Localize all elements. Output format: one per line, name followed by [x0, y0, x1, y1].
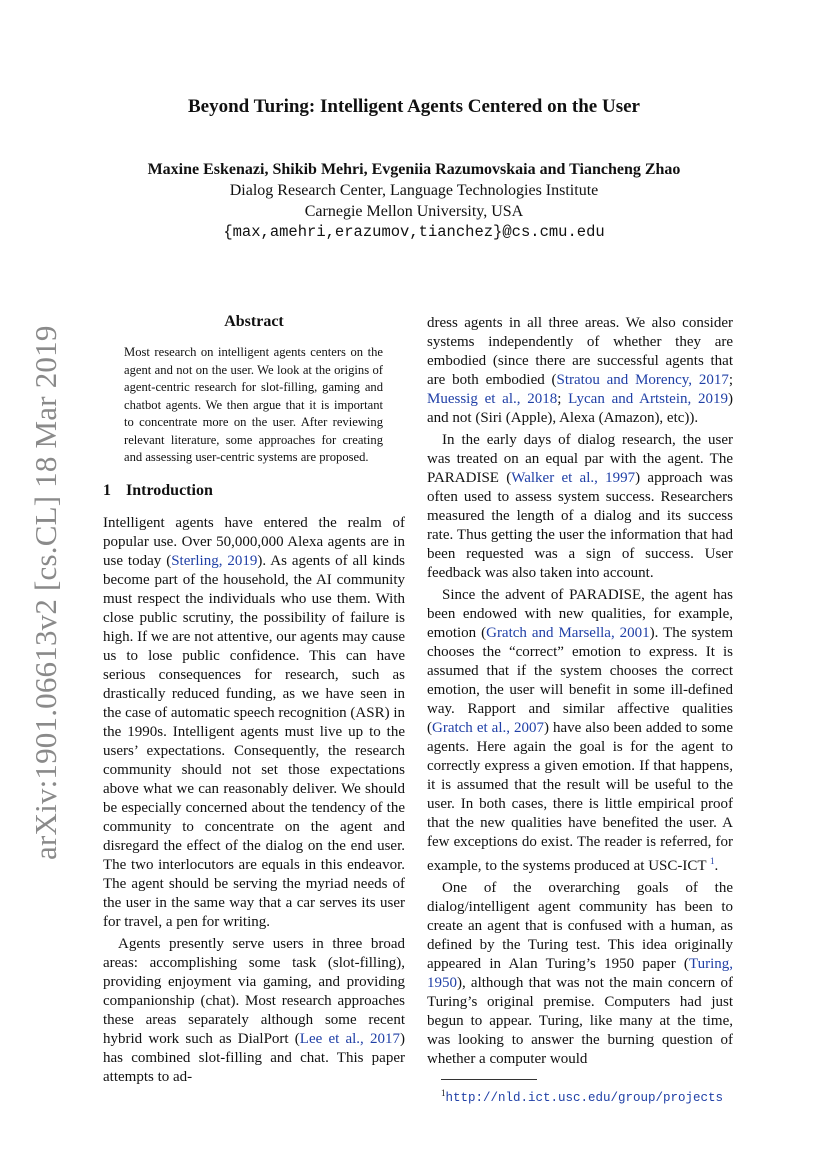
citation-link[interactable]: Lycan and Artstein, 2019 [568, 391, 728, 407]
right-paragraph-4 [427, 879, 733, 1069]
citation-link[interactable]: Turing, 1950 [427, 956, 733, 991]
intro-paragraph-1 [103, 514, 405, 932]
text-run: ) and not (Siri (Apple), Alexa (Amazon), etc)). [427, 391, 733, 426]
text-run: Since the advent of PARADISE, the agent has been endowed with new qualities, for example, emotion ( [427, 587, 733, 641]
right-column [427, 314, 733, 1105]
arxiv-identifier: arXiv:1901.06613v2 [cs.CL] 18 Mar 2019 [28, 325, 63, 860]
text-run: ; [557, 391, 569, 407]
arxiv-sidebar [22, 325, 63, 860]
footnote-number: 1 [441, 1088, 446, 1098]
citation-link[interactable]: Gratch et al., 2007 [432, 720, 544, 736]
author-names: Maxine Eskenazi, Shikib Mehri, Evgeniia Razumovskaia and Tiancheng Zhao [147, 161, 681, 178]
text-run: ) have also been added to some agents. Here again the goal is for the agent to correctly express a given emotion. If that happens, it is assumed that the result will be useful to the user. In both cases, there is little empirical proof that the new qualities have benefited the user. A few exceptions do exist. The reader is referred, for example, to the systems produced at USC-ICT [427, 720, 733, 874]
left-column [103, 312, 405, 1087]
text-run: Agents presently serve users in three broad areas: accomplishing some task (slot-filling), providing enjoyment via gaming, and providing companionship (chat). Most research approaches these areas separately although some recent hybrid work such as DialPort ( [103, 935, 405, 1047]
paper-title: Beyond Turing: Intelligent Agents Centered on the User [188, 96, 640, 117]
text-run: One of the overarching goals of the dialog/intelligent agent community has been to create an agent that is confused with a human, as defined by the Turing test. This idea originally appeared in Alan Turing’s 1950 paper ( [427, 880, 733, 972]
section-number: 1 [103, 481, 111, 499]
text-run: . [714, 858, 719, 874]
right-paragraph-2 [427, 431, 733, 583]
right-paragraph-1 [427, 314, 733, 428]
author-emails: {max,amehri,erazumov,tianchez}@cs.cmu.edu [223, 223, 605, 241]
text-run: ). The system chooses the “correct” emotion to express. It is assumed that if the system chooses the correct emotion, the user will benefit in some ill-defined way. Rapport and similar affective qualities ( [427, 625, 734, 736]
text-run: ) has combined slot-filling and chat. This paper attempts to ad- [103, 1030, 405, 1085]
footnote [427, 1086, 733, 1105]
section-heading-introduction [103, 481, 405, 500]
affiliation-line-2: Carnegie Mellon University, USA [304, 203, 524, 220]
text-run: ; [728, 372, 733, 388]
citation-link[interactable]: Walker et al., 1997 [511, 470, 636, 486]
abstract-text: Most research on intelligent agents centers on the agent and not on the user. We look at the origins of agent-centric research for slot-filling, gaming and chatbot agents. We then argue that it is important to concentrate more on the user. After reviewing relevant literature, some approaches for creating and assessing user-centric systems are proposed. [124, 345, 383, 464]
footnote-url[interactable]: http://nld.ict.usc.edu/group/projects [445, 1091, 724, 1106]
text-run: dress agents in all three areas. We also consider systems independently of whether they are embodied (since there are successful agents that are both embodied ( [427, 315, 733, 388]
citation-link[interactable]: Sterling, 2019 [171, 552, 258, 569]
text-run: ) approach was often used to assess system success. Researchers measured the length of a dialog and its success rate. Thus getting the user the information that had been requested was a sign of success. User feedback was also taken into account. [427, 470, 733, 581]
author-block [0, 159, 828, 243]
citation-link[interactable]: Muessig et al., 2018 [427, 391, 558, 407]
citation-link[interactable]: Gratch and Marsella, 2001 [486, 625, 650, 641]
text-run: ). As agents of all kinds become part of the household, the AI community must respect the individuals who use them. With close public scrutiny, the possibility of failure is high. If we are not attentive, our agents may cause us to lose public confidence. This can have serious consequences for research, such as drastically reduced funding, as we have seen in the case of automatic speech recognition (ASR) in the 1990s. Intelligent agents must live up to the users’ expectations. Consequently, the research community should not set those expectations above what we can reasonably deliver. We should be especially concerned about the tendency of the community to concentrate on the agent and disregard the effect of the dialog on the end user. The two interlocutors are equals in this endeavor. The agent should be serving the myriad needs of the user in the same way that a car serves its user for travel, a pen for writing. [103, 552, 405, 930]
intro-paragraph-2 [103, 935, 405, 1087]
citation-link[interactable]: Lee et al., 2017 [299, 1030, 400, 1047]
affiliation-line-1: Dialog Research Center, Language Technologies Institute [229, 182, 599, 199]
abstract-heading: Abstract [224, 313, 284, 330]
text-run: ), although that was not the main concern of Turing’s original premise. Computers had just begun to appear. Turing, like many at the time, was looking to answer the burning question of whether a computer would [427, 975, 733, 1067]
section-title: Introduction [126, 481, 213, 499]
footnote-marker[interactable]: 1 [710, 856, 715, 866]
right-paragraph-3 [427, 586, 733, 876]
text-run: In the early days of dialog research, the user was treated on an equal par with the agent. The PARADISE ( [427, 432, 733, 486]
citation-link[interactable]: Stratou and Morency, 2017 [556, 372, 729, 388]
footnote-divider [441, 1079, 537, 1080]
text-run: Intelligent agents have entered the realm of popular use. Over 50,000,000 Alexa agents are in use today ( [103, 514, 405, 569]
